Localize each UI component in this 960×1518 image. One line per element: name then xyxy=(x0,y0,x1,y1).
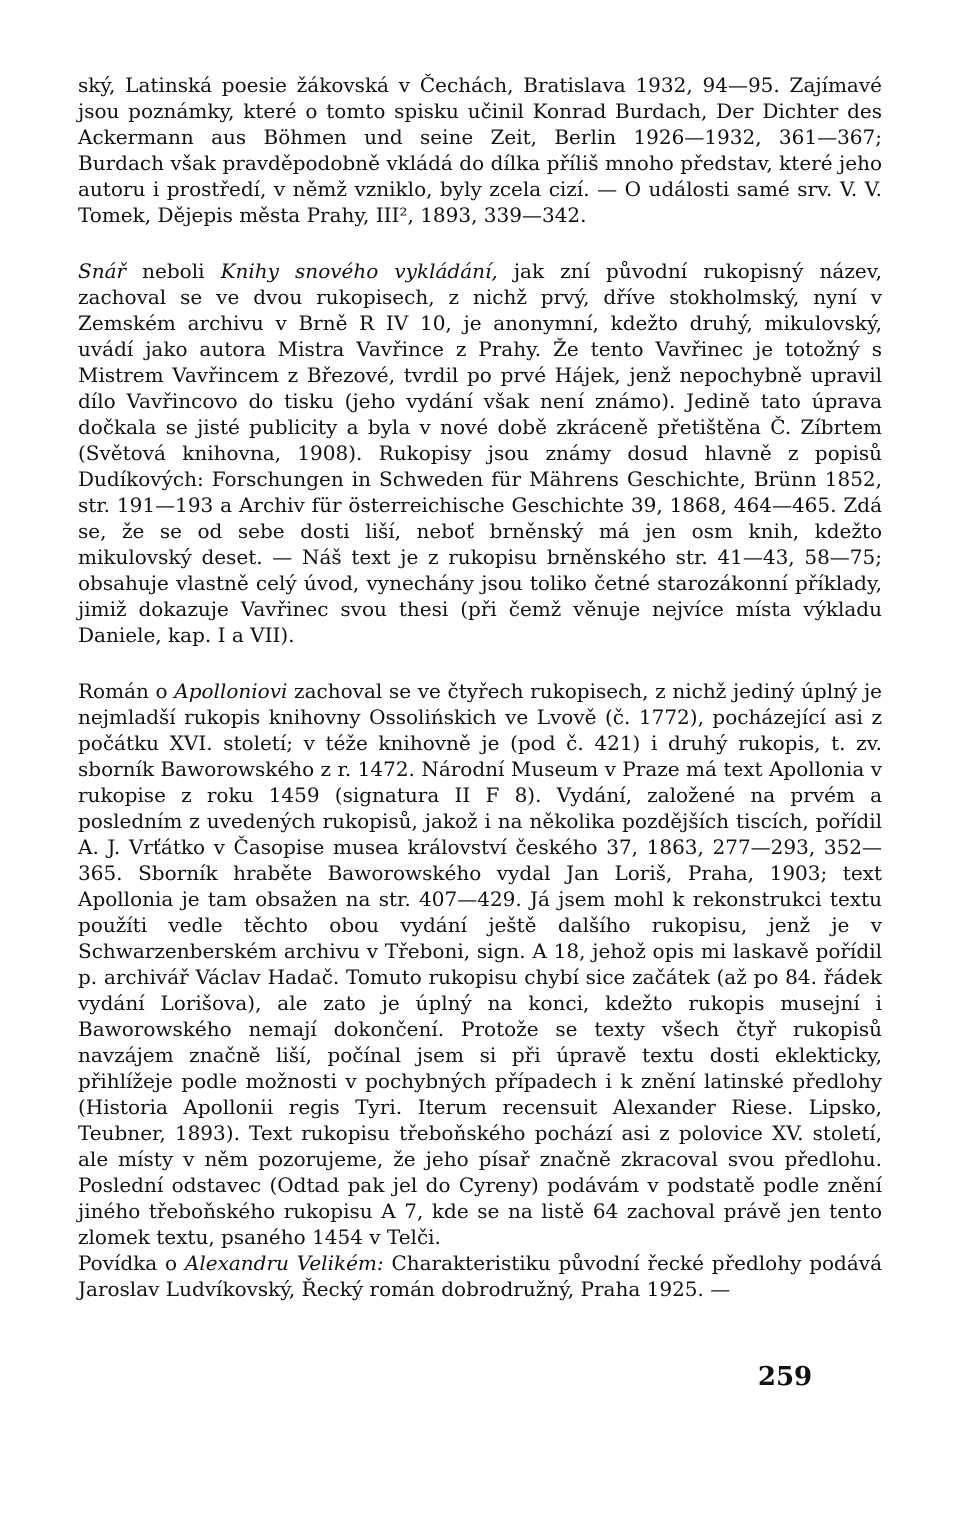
paragraph-apollonius xyxy=(78,678,882,1250)
text-segment: zachoval se ve čtyřech rukopisech, z nichž jediný úplný je nejmladší rukopis knihovny Ossolińskich ve Lvově (č. 1772), pocházející asi z počátku XVI. století; v téže knihovně je (pod č. 421) i druhý rukopis, t. zv. sborník Baworowského z r. 1472. Národní Museum v Praze má text Apollonia v rukopise z roku 1459 (signatura II F 8). Vydání, založené na prvém a posledním z uvedených rukopisů, jakož i na několika pozdějších tiscích, pořídil A. J. Vrťátko v Časopise musea království českého 37, 1863, 277—293, 352—365. Sborník hraběte Baworowského vydal Jan Loriš, Praha, 1903; text Apollonia je tam obsažen na str. 407—429. Já jsem mohl k rekonstrukci textu použíti vedle těchto obou vydání ještě dalšího rukopisu, jenž je v Schwarzenberském archivu v Třeboni, sign. A 18, jehož opis mi laskavě pořídil p. archivář Václav Hadač. Tomuto rukopisu chybí sice začátek (až po 84. řádek vydání Lorišova), ale zato je úplný na konci, kdežto rukopis musejní i Baworowského nemají dokončení. Protože se texty všech čtyř rukopisů navzájem značně liší, počínal jsem si při úpravě textu dosti eklekticky, přihlížeje podle možnosti v pochybných případech i k znění latinské předlohy (Historia Apollonii regis Tyri. Iterum recensuit Alexander Riese. Lipsko, Teubner, 1893). Text rukopisu třeboňského pochází asi z polovice XV. století, ale místy v něm pozorujeme, že jeho písař značně zkracoval svou předlohu. Poslední odstavec (Odtad pak jel do Cyreny) podávám v podstatě podle znění jiného třeboňského rukopisu A 7, kde se na listě 64 zachoval právě jen tento zlomek textu, psaného 1454 v Telči. xyxy=(78,679,883,1249)
text-segment-italic: Snář xyxy=(78,259,127,283)
paragraph-snar xyxy=(78,258,882,648)
paragraph-bibliography-note xyxy=(78,72,882,228)
text-segment: Charakteristiku původní řecké předlohy podává Jaroslav Ludvíkovský, Řecký román dobrodružný, Praha 1925. — xyxy=(78,1251,883,1301)
text-segment-italic: Alexandru Velikém: xyxy=(184,1251,384,1275)
text-segment: Román o xyxy=(78,679,175,703)
paragraph-alexander xyxy=(78,1250,882,1302)
text-segment: neboli xyxy=(126,259,221,283)
text-segment: jak zní původní rukopisný název, zachoval se ve dvou rukopisech, z nichž prvý, dříve stokholmský, nyní v Zemském archivu v Brně R IV 10, je anonymní, kdežto druhý, mikulovský, uvádí jako autora Mistra Vavřince z Prahy. Že tento Vavřinec je totožný s Mistrem Vavřincem z Březové, tvrdil po prvé Hájek, jenž nepochybně upravil dílo Vavřincovo do tisku (jeho vydání však není známo). Jedině tato úprava dočkala se jisté publicity a byla v nové době zkráceně přetištěna Č. Zíbrtem (Světová knihovna, 1908). Rukopisy jsou známy dosud hlavně z popisů Dudíkových: Forschungen in Schweden für Mährens Geschichte, Brünn 1852, str. 191—193 a Archiv für österreichische Geschichte 39, 1868, 464—465. Zdá se, že se od sebe dosti liší, neboť brněnský má jen osm knih, kdežto mikulovský deset. — Náš text je z rukopisu brněnského str. 41—43, 58—75; obsahuje vlastně celý úvod, vynechány jsou toliko četné starozákonní příklady, jimiž dokazuje Vavřinec svou thesi (při čemž věnuje nejvíce místa výkladu Daniele, kap. I a VII). xyxy=(78,259,882,647)
page-body xyxy=(78,72,882,1302)
page-number: 259 xyxy=(757,1362,813,1392)
text-segment-italic: Apolloniovi xyxy=(174,679,288,703)
text-segment-italic: Knihy snového vykládání, xyxy=(220,259,498,283)
text-segment: Povídka o xyxy=(78,1251,185,1275)
text-segment: ský, Latinská poesie žákovská v Čechách, Bratislava 1932, 94—95. Zajímavé jsou poznámky, které o tomto spisku učinil Konrad Burdach, Der Dichter des Ackermann aus Böhmen und seine Zeit, Berlin 1926—1932, 361—367; Burdach však pravděpodobně vkládá do dílka příliš mnoho představ, které jeho autoru i prostředí, v němž vzniklo, byly zcela cizí. — O události samé srv. V. V. Tomek, Dějepis města Prahy, III², 1893, 339—342. xyxy=(78,73,882,227)
